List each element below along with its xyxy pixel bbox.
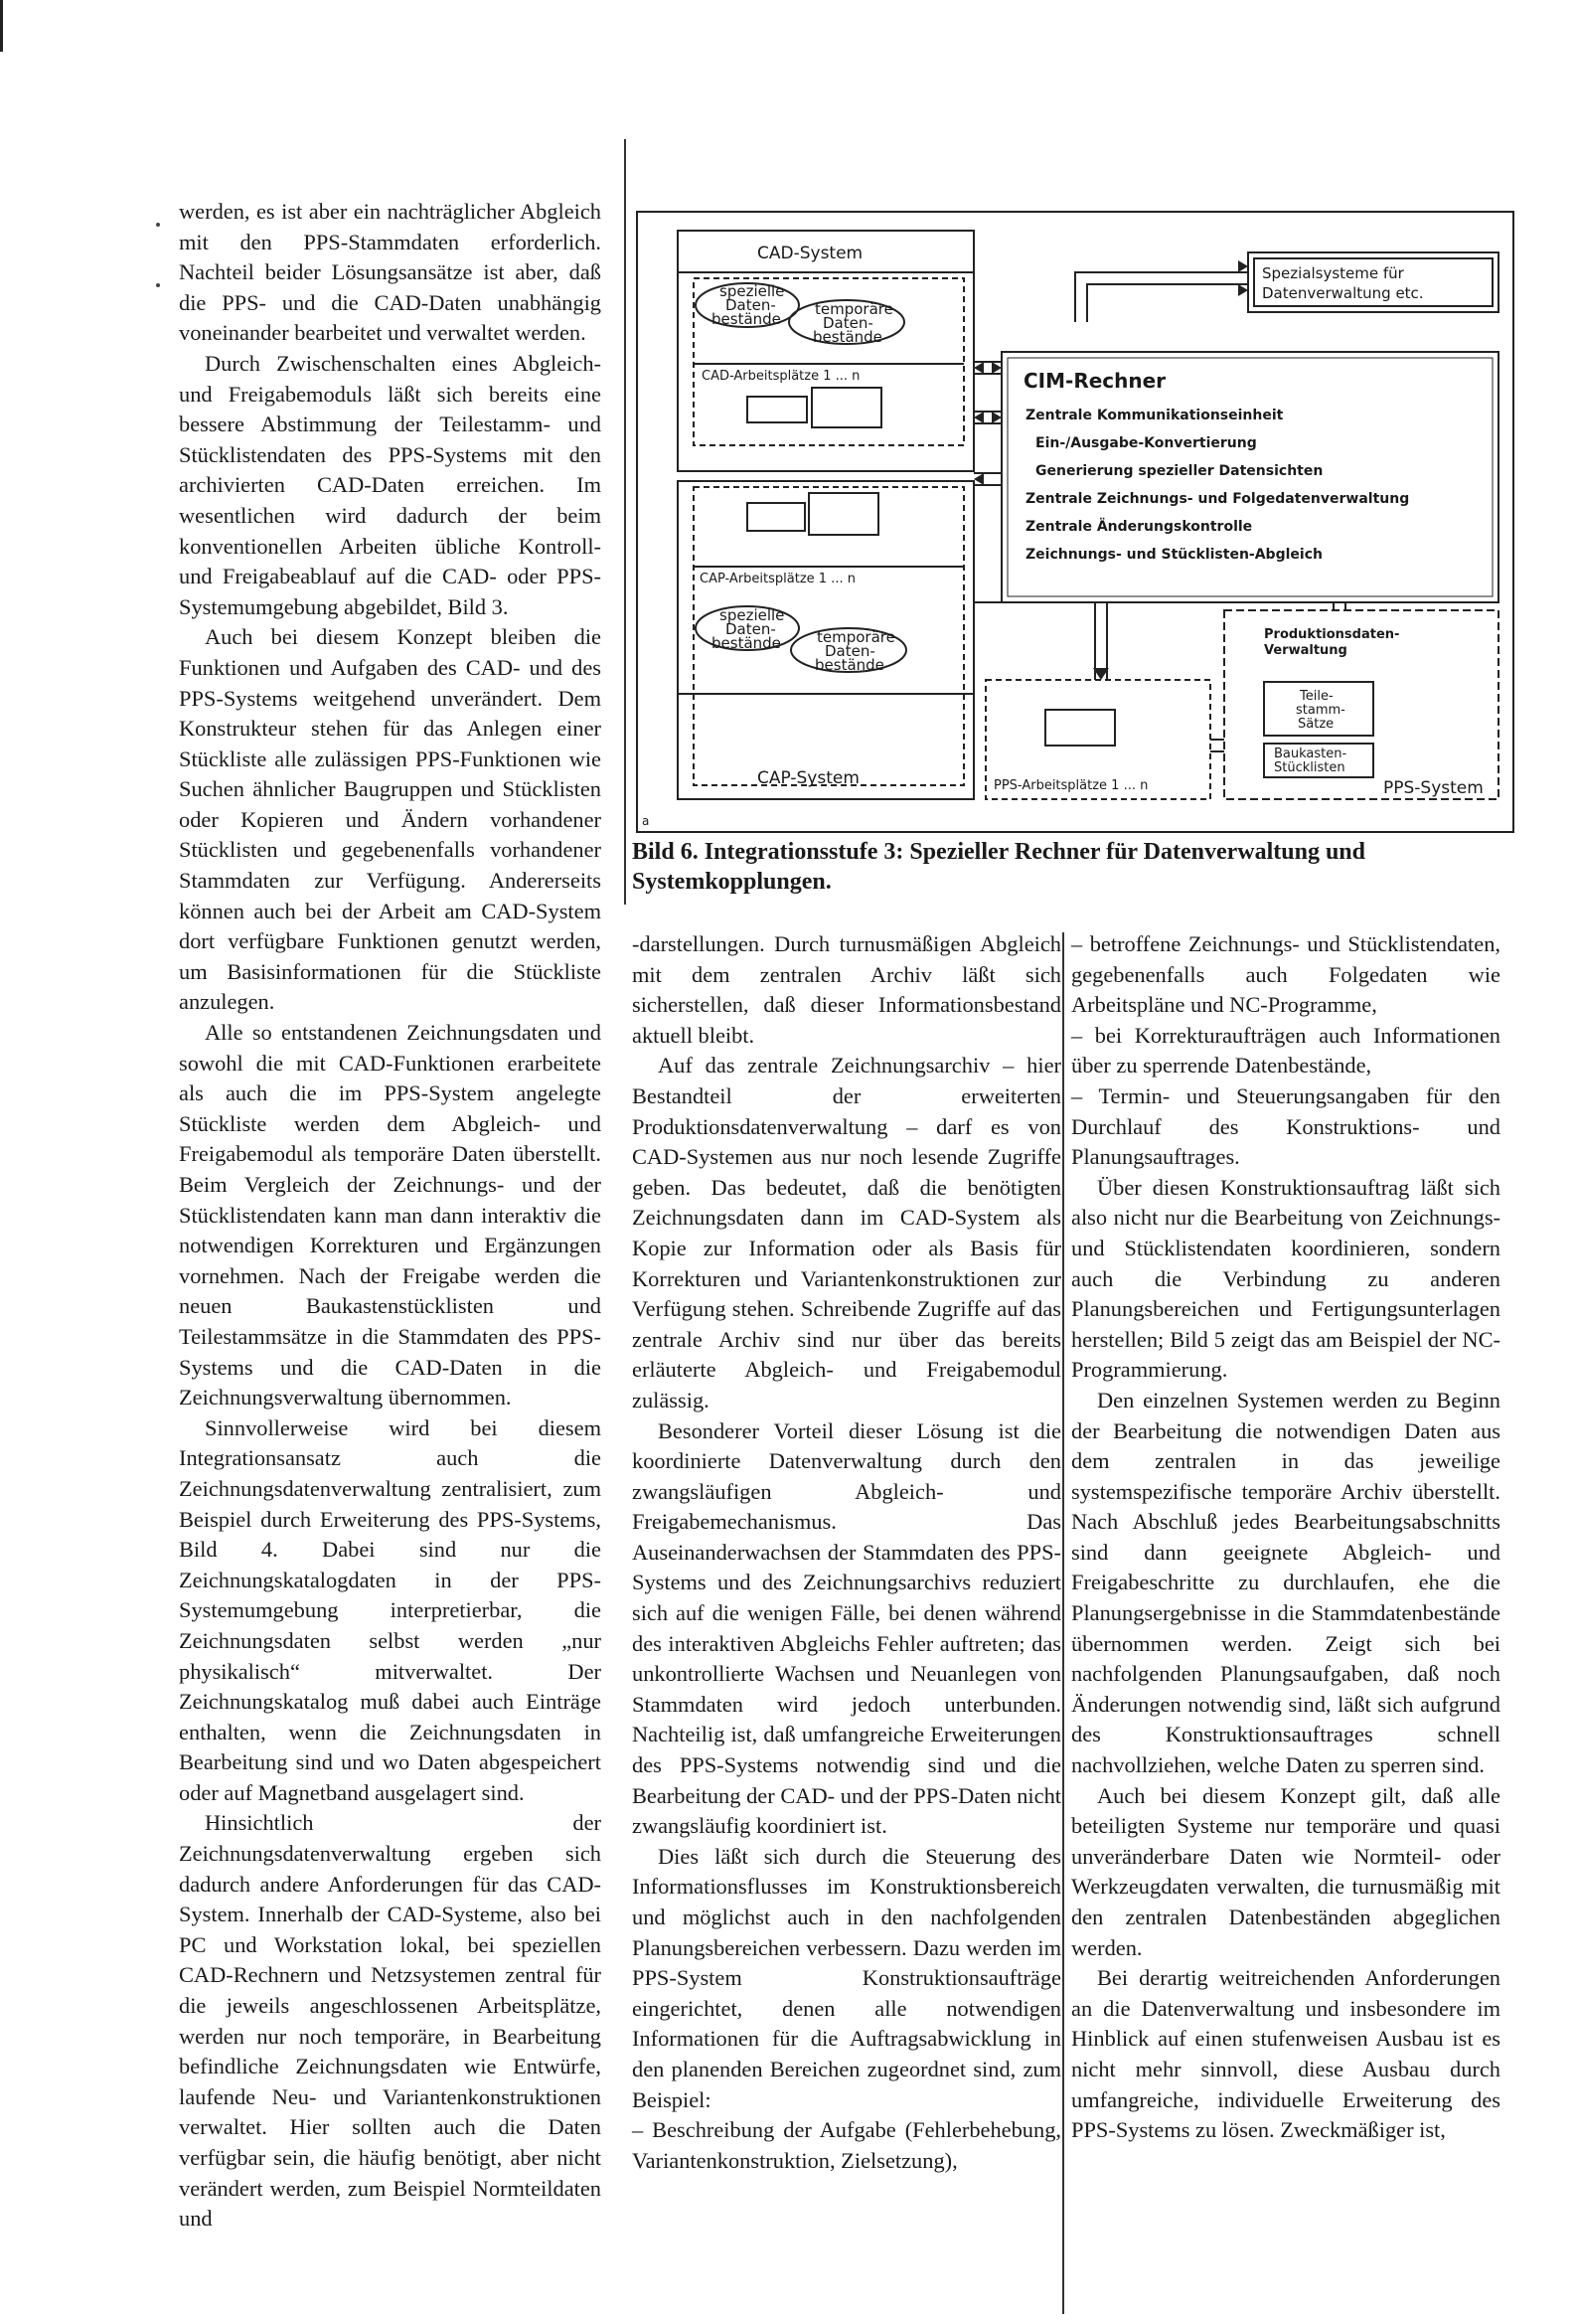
paragraph: Dies läßt sich durch die Steuerung des Informationsflusses im Konstruktionsbereich und möglichst auch in den nachfolgenden Planungsbereichen verbessern. Dazu werden im PPS-System Konstruktionsaufträge eingerichtet, denen alle notwendigen Informationen für die Auftragsabwicklung in den planenden Bereichen zugeordnet sind, zum Beispiel: — [632, 1843, 1061, 2112]
paragraph: Auch bei diesem Konzept bleiben die Funktionen und Aufgaben des CAD- und des PPS-Systems weitgehend unverändert. Dem Konstrukteur stehen für das Anlegen einer Stückliste alle zulässigen PPS-Funktionen wie Suchen ähnlicher Baugruppen und Stücklisten oder Kopieren und Ändern vorhandener Stücklisten und gegebenenfalls vorhandener Stammdaten zur Verfügung. Andererseits können auch bei der Arbeit am CAD-System dort verfügbare Funktionen genutzt werden, um Basisinformationen für die Stückliste anzulegen. — [179, 624, 601, 1015]
cap-spezielle-l3: bestände — [711, 634, 781, 652]
margin-dot — [156, 283, 160, 287]
cap-temporaere-l1: temporäre — [817, 628, 895, 646]
baukasten-l1: Baukasten- — [1274, 747, 1347, 761]
cad-spezielle-l3: bestände — [711, 310, 781, 328]
column-rule-left — [624, 139, 626, 905]
cap-arbeitsplatz-label: CAP-Arbeitsplätze 1 ... n — [700, 572, 856, 586]
figure-caption: Bild 6. Integrationsstufe 3: Spezieller Rechner für Datenverwaltung und Systemkopplungen. — [632, 839, 1365, 895]
list-item: – Beschreibung der Aufgabe (Fehlerbehebung, Variantenkonstruktion, Zielsetzung), — [632, 2117, 1061, 2173]
scan-edge-mark — [0, 0, 3, 52]
text-column-3 — [1071, 929, 1500, 2146]
paragraph: werden, es ist aber ein nachträglicher Abgleich mit den PPS-Stammdaten erforderlich. Nachteil beider Lösungsansätze ist aber, daß die PPS- und die CAD-Daten unabhängig voneinander bearbeitet und verwaltet werden. — [179, 199, 601, 346]
paragraph: -darstellungen. Durch turnusmäßigen Abgleich mit dem zentralen Archiv läßt sich sicherstellen, daß dieser Informationsbestand aktuell bleibt. — [632, 931, 1061, 1048]
figure-diagram — [636, 211, 1514, 833]
cad-spezielle-l1: spezielle — [719, 282, 785, 300]
column-rule-right — [1062, 932, 1064, 2314]
cim-item-1: Zentrale Kommunikationseinheit — [1025, 408, 1284, 423]
produktionsdaten-l2: Verwaltung — [1264, 643, 1347, 658]
paragraph: Bei derartig weitreichenden Anforderungen an die Datenverwaltung und insbesondere im Hinblick auf einen stufenweisen Ausbau ist es nicht mehr sinnvoll, diese Ausbau durch umfangreiche, individuelle Erweiterung des PPS-Systems zu lösen. Zweckmäßiger ist, — [1071, 1965, 1500, 2143]
cap-temporaere-l3: bestände — [815, 656, 884, 674]
text-column-2 — [632, 929, 1061, 2176]
paragraph: Durch Zwischenschalten eines Abgleich- und Freigabemoduls läßt sich bereits eine bessere Abstimmung der Teilestamm- und Stücklistendaten des PPS-Systems mit den archivierten CAD-Daten erreichen. Im wesentlichen wird dadurch der beim konventionellen Arbeiten übliche Kontroll- und Freigabeablauf auf die CAD- oder PPS-Systemumgebung abgebildet, Bild 3. — [179, 350, 601, 619]
pps-system-label: PPS-System — [1383, 778, 1484, 798]
diagram-svg — [638, 213, 1512, 831]
cim-item-3: Generierung spezieller Datensichten — [1035, 463, 1324, 479]
cap-temporaere-l2: Daten- — [825, 642, 875, 660]
cim-item-4: Zentrale Zeichnungs- und Folgedatenverwaltung — [1025, 491, 1410, 507]
cap-spezielle-l1: spezielle — [719, 606, 785, 624]
list-item: – Termin- und Steuerungsangaben für den Durchlauf des Konstruktions- und Planungsauftrages. — [1071, 1082, 1500, 1170]
paragraph: Den einzelnen Systemen werden zu Beginn der Bearbeitung die notwendigen Daten aus dem zentralen in das jeweilige systemspezifische temporäre Archiv überstellt. Nach Abschluß jedes Bearbeitungsabschnitts sind dann geeignete Abgleich- und Freigabeschritte zu durchlaufen, ehe die Planungsergebnisse in die Stammdatenbestände übernommen werden. Zeigt sich bei nachfolgenden Planungsaufgaben, daß noch Änderungen notwendig sind, läßt sich aufgrund des Konstruktionsauftrages schnell nachvollziehen, welche Daten zu sperren sind. — [1071, 1387, 1500, 1778]
margin-dot — [156, 223, 160, 227]
paragraph: Auf das zentrale Zeichnungsarchiv – hier Bestandteil der erweiterten Produktionsdatenverwaltung – darf es von CAD-Systemen aus nur noch lesende Zugriffe geben. Das bedeutet, daß die benötigten Zeichnungsdaten dann im CAD-System als Kopie zur Information oder als Basis für Korrekturen und Variantenkonstruktionen zur Verfügung stehen. Schreibende Zugriffe auf das zentrale Archiv sind nur über das bereits erläuterte Abgleich- und Freigabemodul zulässig. — [632, 1053, 1061, 1412]
cap-system-label: CAP-System — [757, 768, 860, 788]
cad-temporaere-l2: Daten- — [823, 314, 873, 332]
spezialsysteme-l1: Spezialsysteme für — [1262, 264, 1404, 282]
cad-temporaere-l1: temporäre — [815, 300, 893, 318]
corner-mark: a — [642, 814, 650, 828]
paragraph: Über diesen Konstruktionsauftrag läßt sich also nicht nur die Bearbeitung von Zeichnungs- und Stücklistendaten koordinieren, sondern auch die Verbindung zu anderen Planungsbereichen und Fertigungsunterlagen herstellen; Bild 5 zeigt das am Beispiel der NC-Programmierung. — [1071, 1174, 1500, 1383]
list-item: – bei Korrekturaufträgen auch Informationen über zu sperrende Datenbestände, — [1071, 1022, 1500, 1079]
produktionsdaten-l1: Produktionsdaten- — [1264, 627, 1400, 642]
paragraph: Alle so entstandenen Zeichnungsdaten und sowohl die mit CAD-Funktionen erarbeitete als auch die im PPS-System angelegte Stückliste werden dem Abgleich- und Freigabemodul als temporäre Daten überstellt. Beim Vergleich der Zeichnungs- und der Stücklistendaten kann man dann interaktiv die notwendigen Korrekturen und Ergänzungen vornehmen. Nach der Freigabe werden die neuen Baukastenstücklisten und Teilestammsätze in die Stammdaten des PPS-Systems und die CAD-Daten in die Zeichnungsverwaltung übernommen. — [179, 1020, 601, 1411]
paragraph: Besonderer Vorteil dieser Lösung ist die koordinierte Datenverwaltung durch den zwangsläufigen Abgleich- und Freigabemechanismus. Das Auseinanderwachsen der Stammdaten des PPS-Systems und des Zeichnungsarchivs reduziert sich auf die wenigen Fälle, bei denen während des interaktiven Abgleichs Fehler auftreten; das unkontrollierte Wachsen und Neuanlegen von Stammdaten wird jedoch unterbunden. Nachteilig ist, daß umfangreiche Erweiterungen des PPS-Systems notwendig sind und die Bearbeitung der CAD- und der PPS-Daten nicht zwangsläufig koordiniert ist. — [632, 1417, 1061, 1839]
cad-temporaere-l3: bestände — [813, 328, 882, 346]
paragraph: Auch bei diesem Konzept gilt, daß alle beteiligten Systeme nur temporäre und quasi unveränderbare Daten wie Normteil- oder Werkzeugdaten verwalten, die turnusmäßig mit den zentralen Datenbeständen abgeglichen werden. — [1071, 1782, 1500, 1960]
cad-system-label: CAD-System — [757, 244, 864, 263]
teilestamm-l3: Sätze — [1298, 717, 1335, 732]
pps-arbeitsplatz-label: PPS-Arbeitsplätze 1 ... n — [994, 778, 1149, 793]
cim-item-2: Ein-/Ausgabe-Konvertierung — [1035, 435, 1257, 451]
paragraph: Hinsichtlich der Zeichnungsdatenverwaltung ergeben sich dadurch andere Anforderungen für das CAD-System. Innerhalb der CAD-Systeme, also bei PC und Workstation lokal, bei speziellen CAD-Rechnern und Netzsystemen zentral für die jeweils angeschlossenen Arbeitsplätze, werden nur noch temporäre, in Bearbeitung befindliche Zeichnungsdaten wie Entwürfe, laufende Neu- und Variantenkonstruktionen verwaltet. Hier sollten auch die Daten verfügbar sein, die häufig benötigt, aber nicht verändert werden, zum Beispiel Normteildaten und — [179, 1810, 601, 2232]
teilestamm-l2: stamm- — [1296, 703, 1345, 718]
list-item: – betroffene Zeichnungs- und Stücklistendaten, gegebenenfalls auch Folgedaten wie Arbeitspläne und NC-Programme, — [1071, 931, 1500, 1018]
cap-spezielle-l2: Daten- — [725, 620, 776, 638]
baukasten-l2: Stücklisten — [1274, 760, 1345, 775]
spezialsysteme-l2: Datenverwaltung etc. — [1262, 284, 1424, 302]
cad-spezielle-l2: Daten- — [725, 296, 776, 314]
paragraph: Sinnvollerweise wird bei diesem Integrationsansatz auch die Zeichnungsdatenverwaltung zentralisiert, zum Beispiel durch Erweiterung des PPS-Systems, Bild 4. Dabei sind nur die Zeichnungskatalogdaten in der PPS-Systemumgebung interpretierbar, die Zeichnungsdaten selbst werden „nur physikalisch“ mitverwaltet. Der Zeichnungskatalog muß dabei auch Einträge enthalten, wenn die Zeichnungsdaten in Bearbeitung sind und wo Daten abgespeichert oder auf Magnetband ausgelagert sind. — [179, 1414, 601, 1805]
cim-item-5: Zentrale Änderungskontrolle — [1025, 519, 1253, 535]
cim-item-6: Zeichnungs- und Stücklisten-Abgleich — [1025, 547, 1323, 563]
text-column-1 — [179, 197, 601, 2235]
cim-title: CIM-Rechner — [1024, 369, 1167, 393]
teilestamm-l1: Teile- — [1300, 689, 1334, 704]
cad-arbeitsplatz-label: CAD-Arbeitsplätze 1 ... n — [702, 369, 861, 384]
